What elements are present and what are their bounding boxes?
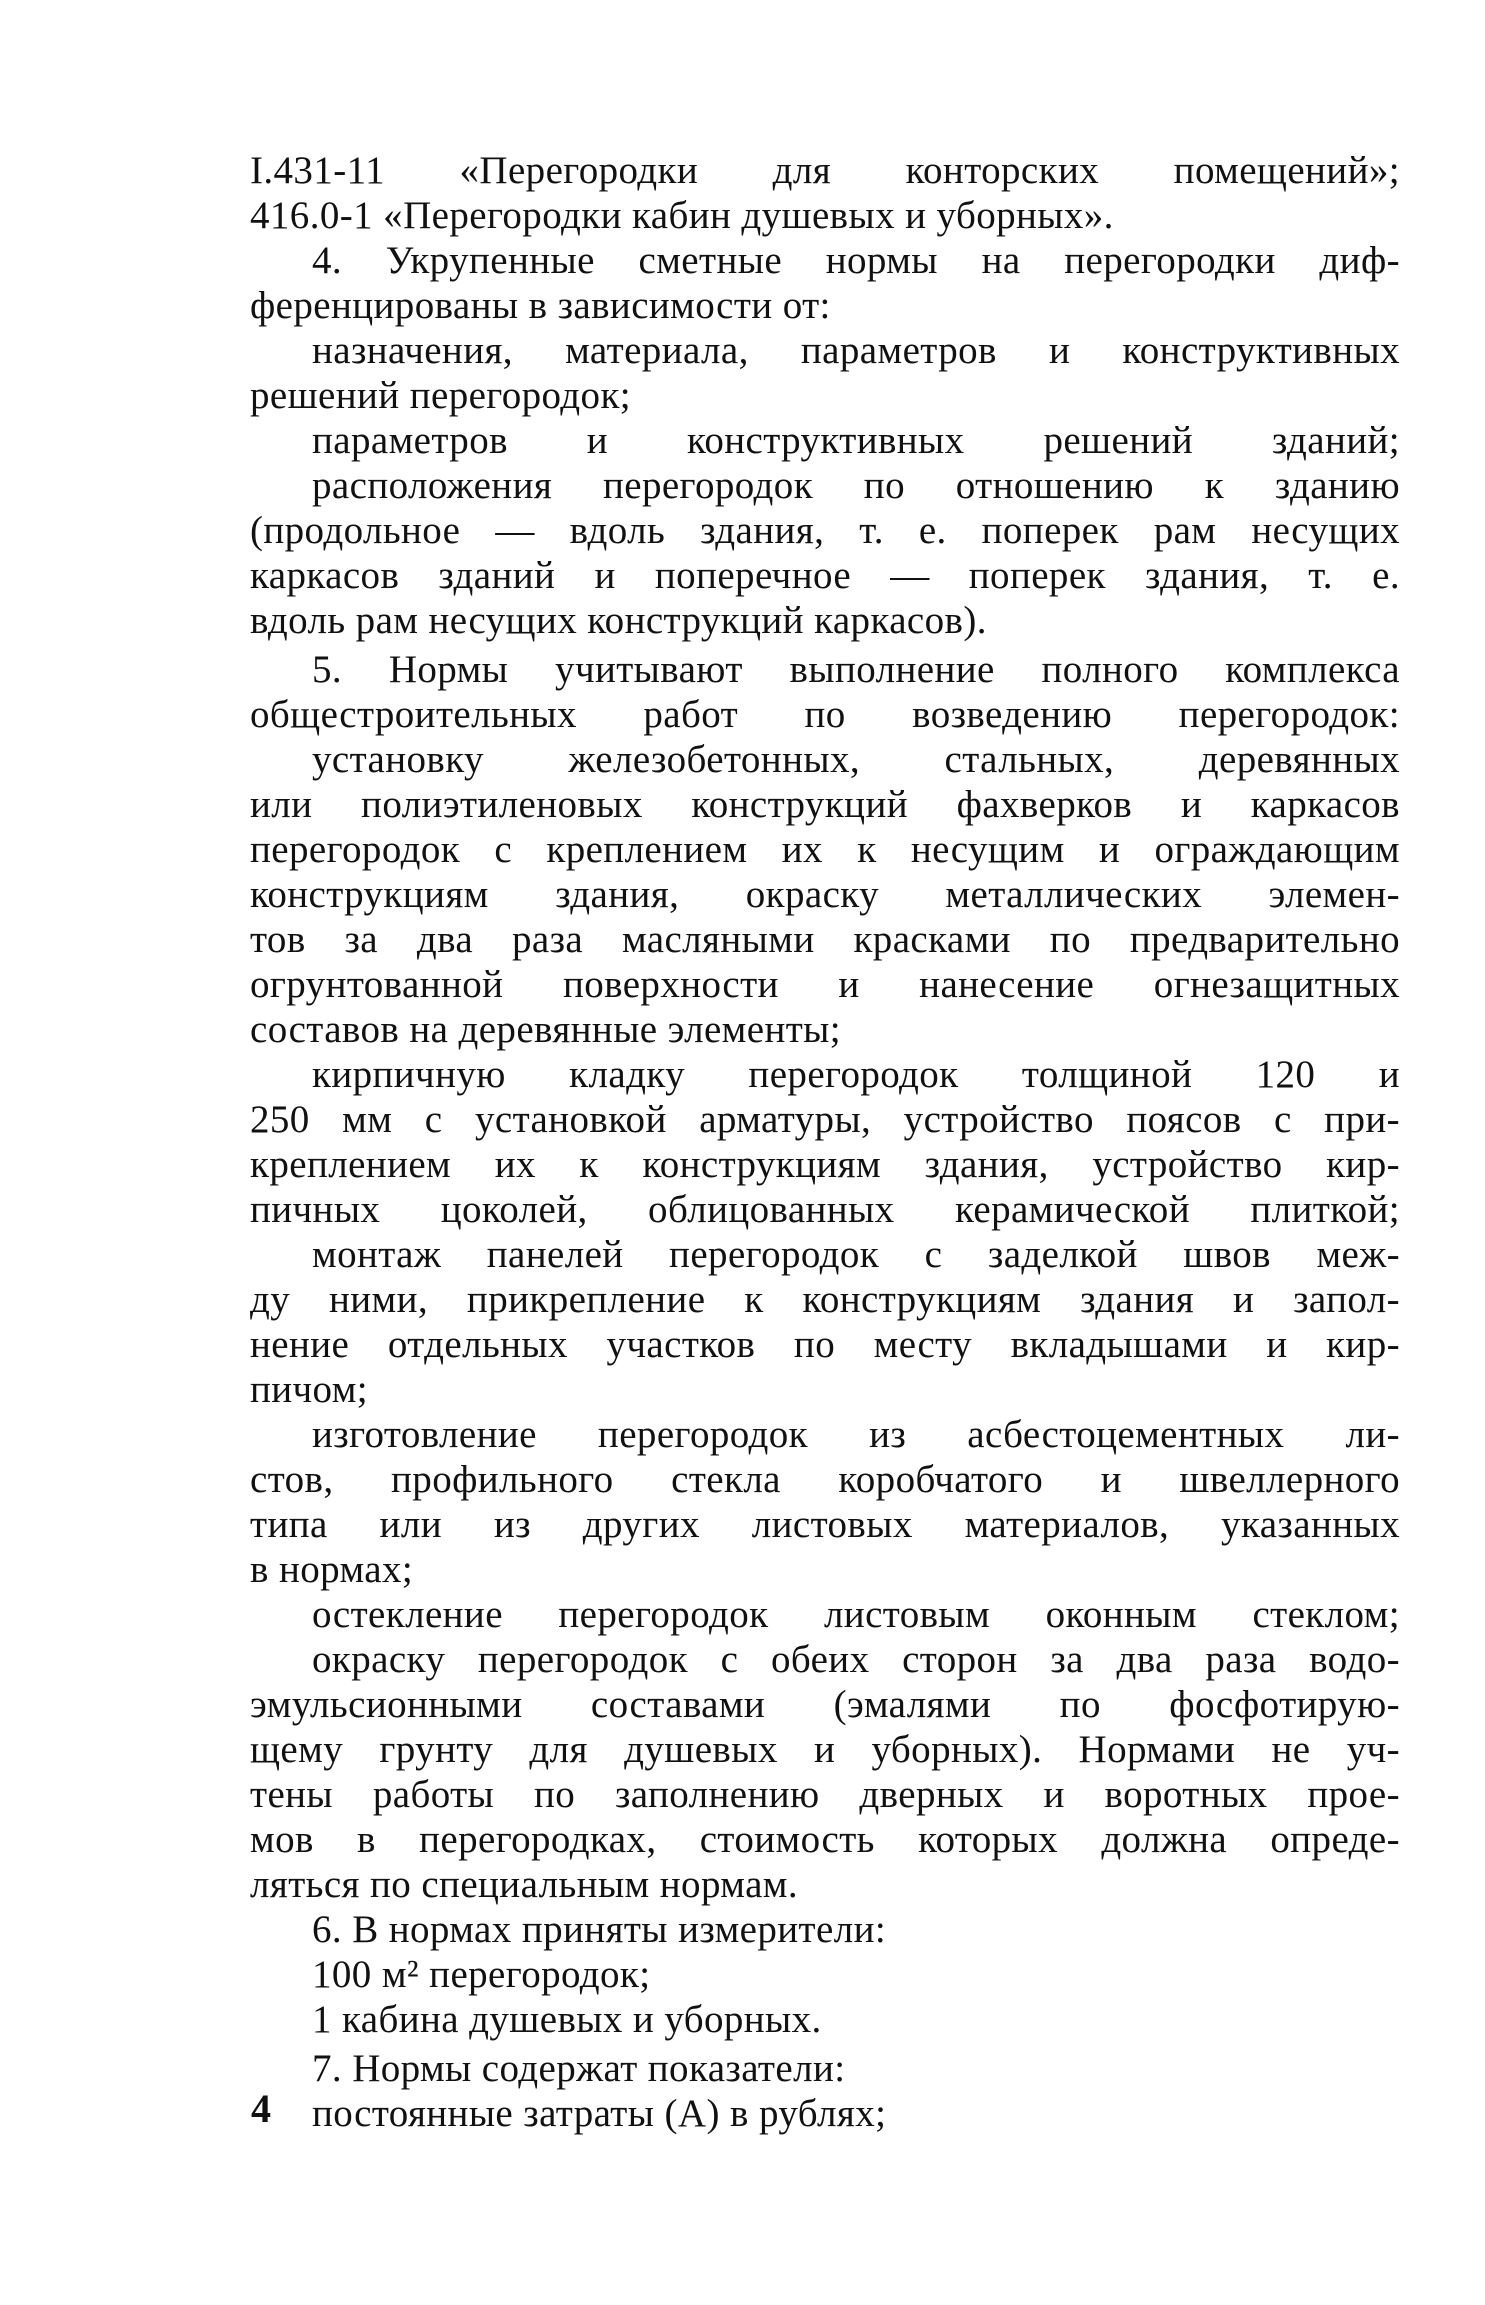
page-number: 4 xyxy=(251,2086,271,2131)
text-line: установку железобетонных, стальных, деревянных xyxy=(312,738,1400,781)
text-line: назначения, материала, параметров и конструктивных xyxy=(312,329,1400,372)
text-line: расположения перегородок по отношению к зданию xyxy=(312,464,1400,507)
text-line: монтаж панелей перегородок с заделкой швов меж- xyxy=(312,1233,1400,1276)
text-line: нение отдельных участков по месту вкладышами и кир- xyxy=(250,1323,1400,1366)
text-line: ляться по специальным нормам. xyxy=(250,1863,799,1906)
text-line: стов, профильного стекла коробчатого и швеллерного xyxy=(250,1458,1400,1501)
text-line: кирпичную кладку перегородок толщиной 120 и xyxy=(312,1053,1400,1096)
text-line: ду ними, прикрепление к конструкциям здания и запол- xyxy=(250,1278,1400,1321)
text-line: (продольное — вдоль здания, т. е. поперек рам несущих xyxy=(250,509,1400,552)
text-line: тов за два раза масляными красками по предварительно xyxy=(250,918,1400,961)
text-line: пичных цоколей, облицованных керамической плиткой; xyxy=(250,1188,1400,1231)
text-line: общестроительных работ по возведению перегородок: xyxy=(250,693,1400,736)
text-line: параметров и конструктивных решений зданий; xyxy=(312,419,1400,462)
text-line: 100 м² перегородок; xyxy=(312,1953,651,1996)
text-line: мов в перегородках, стоимость которых должна опреде- xyxy=(250,1818,1400,1861)
body-text xyxy=(250,148,1400,2136)
text-line: окраску перегородок с обеих сторон за два раза водо- xyxy=(312,1638,1400,1681)
text-line: типа или из других листовых материалов, указанных xyxy=(250,1503,1400,1546)
text-line: креплением их к конструкциям здания, устройство кир- xyxy=(250,1143,1400,1186)
text-line: в нормах; xyxy=(250,1548,414,1591)
text-line: 416.0-1 «Перегородки кабин душевых и уборных». xyxy=(250,194,1114,237)
text-line: щему грунту для душевых и уборных). Нормами не уч- xyxy=(250,1728,1400,1771)
text-line: эмульсионными составами (эмалями по фосфотирую- xyxy=(250,1683,1400,1726)
text-line: 250 мм с установкой арматуры, устройство поясов с при- xyxy=(250,1098,1400,1141)
text-line: постоянные затраты (А) в рублях; xyxy=(312,2092,887,2135)
text-line: 5. Нормы учитывают выполнение полного комплекса xyxy=(312,648,1400,691)
text-line: 1 кабина душевых и уборных. xyxy=(312,1998,822,2041)
text-line: 4. Укрупенные сметные нормы на перегородки диф- xyxy=(312,239,1400,282)
text-line: 7. Нормы содержат показатели: xyxy=(312,2047,846,2090)
text-line: ференцированы в зависимости от: xyxy=(250,284,831,327)
text-line: каркасов зданий и поперечное — поперек здания, т. е. xyxy=(250,554,1400,597)
text-line: вдоль рам несущих конструкций каркасов). xyxy=(250,599,987,642)
text-line: составов на деревянные элементы; xyxy=(250,1008,842,1051)
text-line: остекление перегородок листовым оконным стеклом; xyxy=(312,1593,1400,1636)
text-line: огрунтованной поверхности и нанесение огнезащитных xyxy=(250,963,1400,1006)
text-line: перегородок с креплением их к несущим и ограждающим xyxy=(250,828,1400,871)
text-line: тены работы по заполнению дверных и воротных прое- xyxy=(250,1773,1400,1816)
text-line: решений перегородок; xyxy=(250,374,632,417)
text-line: изготовление перегородок из асбестоцементных ли- xyxy=(312,1413,1400,1456)
text-line: пичом; xyxy=(250,1368,369,1411)
text-line: I.431-11 «Перегородки для конторских помещений»; xyxy=(250,149,1400,192)
text-line: или полиэтиленовых конструкций фахверков и каркасов xyxy=(250,783,1400,826)
text-line: конструкциям здания, окраску металлических элемен- xyxy=(250,873,1400,916)
text-line: 6. В нормах приняты измерители: xyxy=(312,1908,887,1951)
